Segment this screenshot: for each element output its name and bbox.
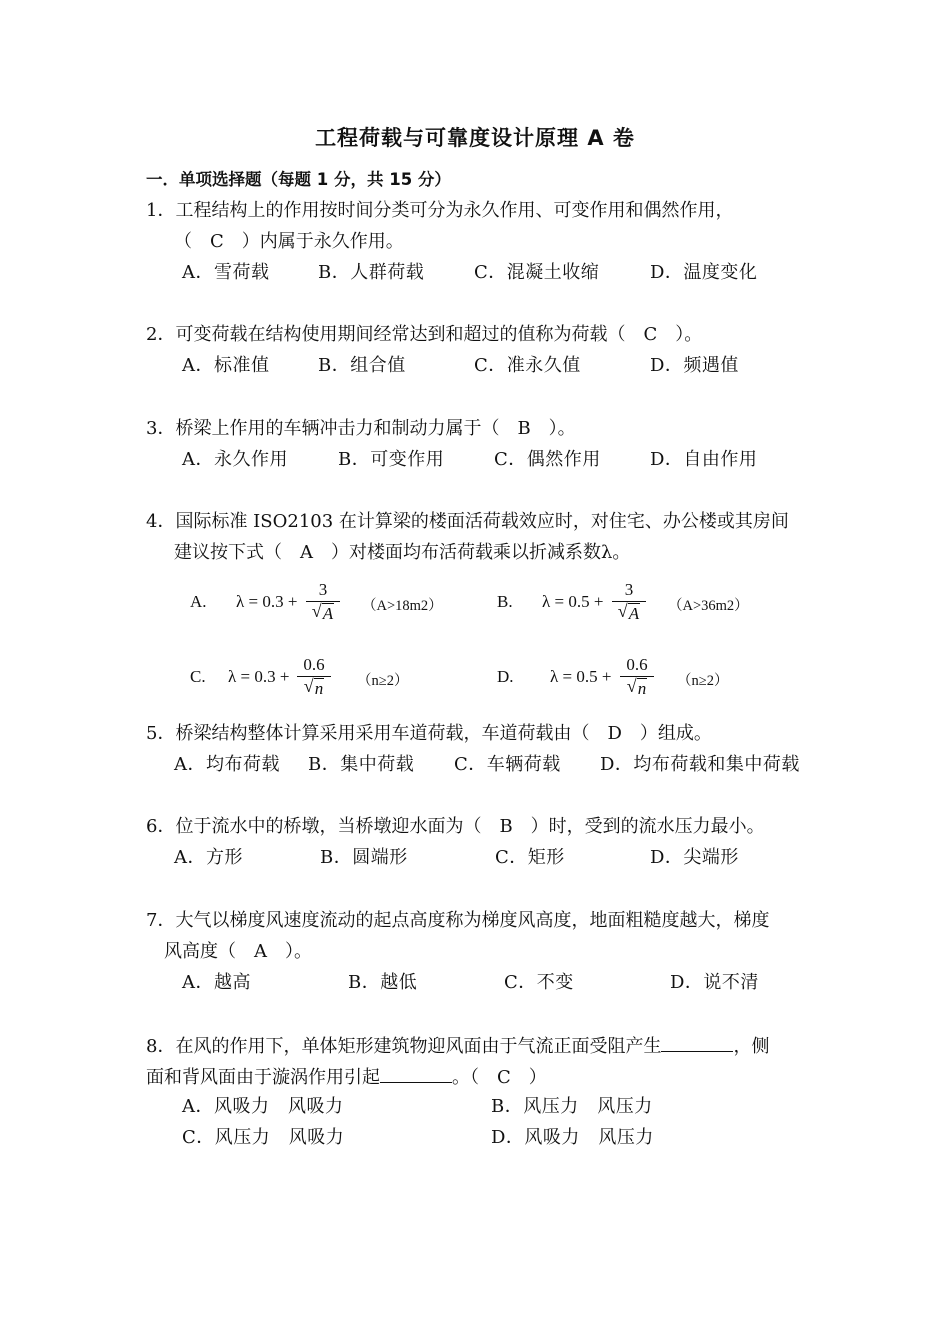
q7-option-a: A．越高	[182, 972, 251, 993]
question-6-stem: 6．位于流水中的桥墩，当桥墩迎水面为（ B ）时，受到的流水压力最小。	[146, 816, 765, 837]
question-1-stem: 1．工程结构上的作用按时间分类可分为永久作用、可变作用和偶然作用，	[146, 200, 734, 221]
q4-option-d-lhs: λ = 0.5 +	[550, 667, 612, 686]
q4-option-b-fraction	[612, 580, 646, 625]
q1-option-a: A．雪荷载	[182, 262, 270, 283]
q5-option-c: C．车辆荷载	[454, 754, 561, 775]
q2-option-a: A．标准值	[182, 355, 270, 376]
q8-stem-part1: 8．在风的作用下，单体矩形建筑物迎风面由于气流正面受阻产生	[146, 1036, 662, 1057]
q1-option-b: B．人群荷载	[318, 262, 425, 283]
q2-option-d: D．频遇值	[650, 355, 739, 376]
question-7-stem: 7．大气以梯度风速度流动的起点高度称为梯度风高度，地面粗糙度越大，梯度	[146, 910, 770, 931]
question-7-stem-cont: 风高度（ A ）。	[164, 941, 312, 962]
section-heading: 一．单项选择题（每题 1 分，共 15 分）	[146, 170, 451, 189]
q7-option-d: D．说不清	[670, 972, 759, 993]
fraction-numerator: 0.6	[626, 655, 648, 674]
q2-option-c: C．准永久值	[474, 355, 581, 376]
q4-option-d-label: D.	[497, 667, 514, 686]
q4-option-c-label: C.	[190, 667, 206, 686]
question-4-stem-cont: 建议按下式（ A ）对楼面均布活荷载乘以折减系数λ。	[174, 542, 631, 563]
q4-option-d-fraction	[620, 655, 654, 700]
q3-option-c: C．偶然作用	[494, 449, 601, 470]
answer-blank	[661, 1033, 733, 1052]
q5-option-d: D．均布荷载和集中荷载	[600, 754, 800, 775]
q3-option-d: D．自由作用	[650, 449, 758, 470]
q7-option-c: C．不变	[504, 972, 574, 993]
q1-option-d: D．温度变化	[650, 262, 758, 283]
fraction-numerator: 3	[318, 580, 328, 599]
q4-option-d-condition: （n≥2）	[677, 673, 729, 689]
q3-option-a: A．永久作用	[182, 449, 288, 470]
q4-option-b-condition: （A>36m2）	[668, 598, 749, 614]
fraction-denominator: A	[628, 604, 640, 623]
sqrt-icon: √	[617, 601, 628, 621]
q8-option-a: A．风吸力 风吸力	[182, 1096, 344, 1117]
question-8-stem-cont	[146, 1064, 547, 1090]
page-title: 工程荷载与可靠度设计原理 A 卷	[315, 126, 635, 150]
fraction-bar	[297, 676, 331, 677]
question-5-stem: 5．桥梁结构整体计算采用采用车道荷载，车道荷载由（ D ）组成。	[146, 723, 712, 744]
q1-option-c: C．混凝土收缩	[474, 262, 600, 283]
q4-option-c-lhs: λ = 0.3 +	[228, 667, 290, 686]
q3-option-b: B．可变作用	[338, 449, 445, 470]
q6-option-d: D．尖端形	[650, 847, 739, 868]
fraction-bar	[620, 676, 654, 677]
fraction-numerator: 0.6	[303, 655, 325, 674]
q8-stem-part4: 。（ C ）	[452, 1067, 547, 1088]
fraction-denominator: n	[314, 679, 324, 698]
q4-option-a-fraction	[306, 580, 340, 625]
q4-option-b-lhs: λ = 0.5 +	[542, 592, 604, 611]
question-2-stem: 2．可变荷载在结构使用期间经常达到和超过的值称为荷载（ C ）。	[146, 324, 703, 345]
fraction-denominator: A	[322, 604, 334, 623]
q4-option-c-condition: （n≥2）	[357, 673, 409, 689]
q8-option-b: B．风压力 风压力	[491, 1096, 653, 1117]
question-3-stem: 3．桥梁上作用的车辆冲击力和制动力属于（ B ）。	[146, 418, 576, 439]
q4-option-b-label: B.	[497, 592, 513, 611]
fraction-denominator: n	[637, 679, 647, 698]
q8-stem-part2: ，侧	[733, 1036, 770, 1057]
question-1-stem-cont: （ C ）内属于永久作用。	[174, 231, 404, 252]
question-4-stem: 4．国际标准 ISO2103 在计算梁的楼面活荷载效应时，对住宅、办公楼或其房间	[146, 511, 789, 532]
q8-option-c: C．风压力 风吸力	[182, 1127, 345, 1148]
answer-blank	[380, 1064, 452, 1083]
q4-option-c-fraction	[297, 655, 331, 700]
q5-option-a: A．均布荷载	[174, 754, 280, 775]
q2-option-b: B．组合值	[318, 355, 406, 376]
question-8-stem	[146, 1033, 769, 1059]
q8-stem-part3: 面和背风面由于漩涡作用引起	[146, 1067, 380, 1088]
q4-option-a-condition: （A>18m2）	[362, 598, 443, 614]
sqrt-icon: √	[303, 676, 314, 696]
sqrt-icon: √	[311, 601, 322, 621]
q4-option-a-label: A.	[190, 592, 207, 611]
q6-option-a: A．方形	[174, 847, 243, 868]
fraction-numerator: 3	[624, 580, 634, 599]
sqrt-icon: √	[626, 676, 637, 696]
q8-option-d: D．风吸力 风压力	[491, 1127, 654, 1148]
q6-option-b: B．圆端形	[320, 847, 408, 868]
q7-option-b: B．越低	[348, 972, 418, 993]
q6-option-c: C．矩形	[495, 847, 565, 868]
q4-option-a-lhs: λ = 0.3 +	[236, 592, 298, 611]
q5-option-b: B．集中荷载	[308, 754, 415, 775]
